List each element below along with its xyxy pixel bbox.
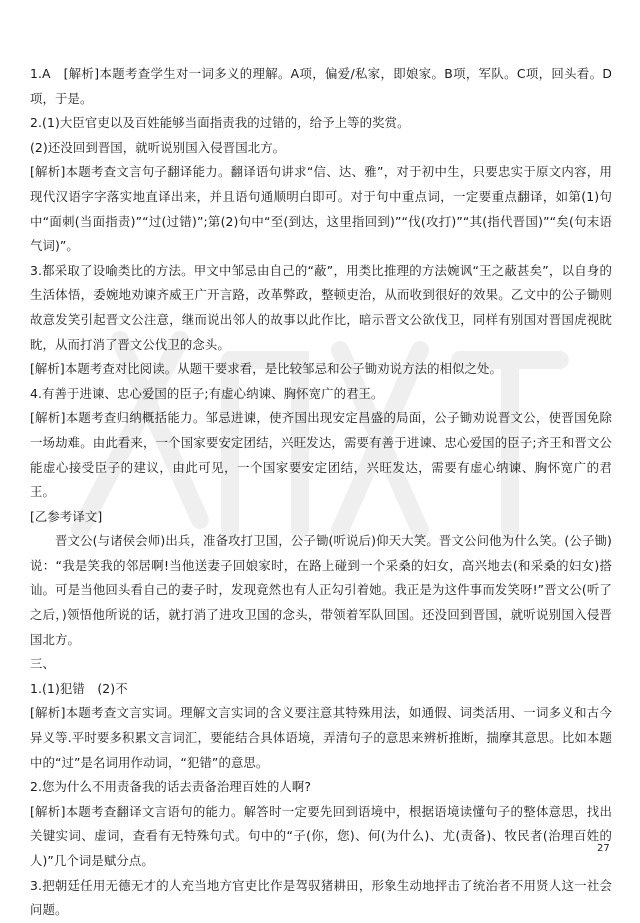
section3-answer-3: 3.把朝廷任用无德无才的人充当地方官吏比作是驾驭猪耕田，形象生动地抨击了统治者不用贤人这一社会问题。	[30, 877, 612, 918]
answer-4: 4.有善于进谏、忠心爱国的臣子;有虚心纳谏、胸怀宽广的君王。	[30, 385, 384, 401]
answer-3: 3.都采取了设喻类比的方法。甲文中邹忌由自己的“蔽”，用类比推理的方法婉讽“王之蔽甚矣”，以自身的生活体悟，委婉地劝谏齐威王广开言路，改革弊政，整顿吏治，从而收到很好的效果。乙文中的公子锄则故意发笑引起晋文公注意，继而说出邻人的故事以此作比，暗示晋文公欲伐卫，同样有别国对晋国虎视眈眈，从而打消了晋文公伐卫的念头。	[30, 262, 612, 352]
section3-answer-2: 2.您为什么不用责备我的话去责备治理百姓的人啊?	[30, 779, 312, 795]
analysis-4: [解析]本题考查归纳概括能力。邹忌进谏，使齐国出现安定昌盛的局面，公子锄劝说晋文公，使晋国免除一场劫难。由此看来，一个国家要安定团结，兴旺发达，需要有善于进谏、忠心爱国的臣子;齐王和晋文公能虚心接受臣子的建议，由此可见，一个国家要安定团结，兴旺发达，需要有虚心纳谏、胸怀宽广的君王。	[30, 410, 612, 500]
answer-2-part-1: 2.(1)大臣官吏以及百姓能够当面指责我的过错的，给予上等的奖赏。	[30, 115, 410, 131]
section3-answer-1: 1.(1)犯错 (2)不	[30, 680, 128, 696]
analysis-2: [解析]本题考查文言句子翻译能力。翻译语句讲求“信、达、雅”，对于初中生，只要忠实于原文内容，用现代汉语字字落实地直译出来，并且语句通顺明白即可。对于句中重点词，一定要重点翻译，如第(1)句中“面刺(当面指责)”“过(过错)”;第(2)句中“至(到达，这里指回到)”“伐(攻打)”“其(指代晋国)”“矣(句末语气词)”。	[30, 164, 612, 254]
section3-analysis-2: [解析]本题考查翻译文言语句的能力。解答时一定要先回到语境中，根据语境读懂句子的整体意思，找出关键实词、虚词，查看有无特殊句式。句中的“子(你，您)、何(为什么)、尤(责备)、牧民者(治理百姓的人)”几个词是赋分点。	[30, 803, 612, 868]
answer-1: 1.A [解析]本题考查学生对一词多义的理解。A项，偏爱/私家，即娘家。B项，军队。C项，回头看。D项，于是。	[30, 66, 612, 106]
translation-text: 晋文公(与诸侯会师)出兵，准备攻打卫国，公子锄(听说后)仰天大笑。晋文公问他为什么笑。(公子锄)说：“我是笑我的邻居啊!当他送妻子回娘家时，在路上碰到一个采桑的妇女，高兴地去(和采桑的妇女)搭讪。可是当他回头看自己的妻子时，发现竟然也有人正勾引着她。我正是为这件事而发笑呀!”晋文公(听了之后，)领悟他所说的话，就打消了进攻卫国的念头，带领着军队回国。还没回到晋国，就听说别国入侵晋国北方。	[30, 533, 612, 647]
answer-content	[30, 62, 612, 923]
section3-analysis-1: [解析]本题考查文言实词。理解文言实词的含义要注意其特殊用法，如通假、词类活用、一词多义和古今异义等.平时要多积累文言词汇，要能结合具体语境，弄清句子的意思来辨析推断，揣摩其意思。比如本题中的“过”是名词用作动词，“犯错”的意思。	[30, 705, 612, 770]
section-three-heading: 三、	[30, 656, 55, 672]
page-number: 27	[597, 843, 610, 854]
answer-2-part-2: (2)还没回到晋国，就听说别国入侵晋国北方。	[30, 139, 286, 155]
translation-heading: [乙参考译文]	[30, 508, 103, 524]
analysis-3: [解析]本题考查对比阅读。从题干要求看，是比较邹忌和公子锄劝说方法的相似之处。	[30, 361, 503, 377]
